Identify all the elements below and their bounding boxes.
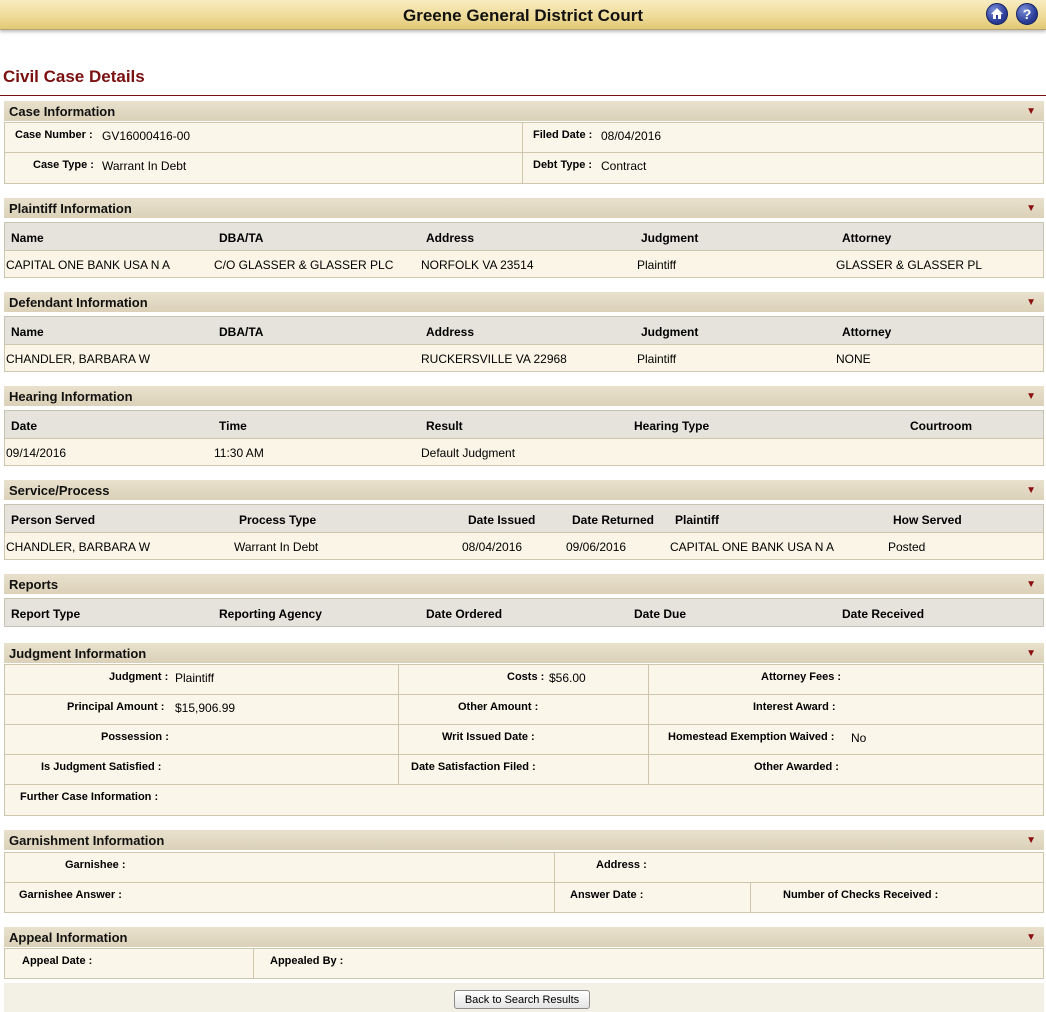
garnishee-answer-cell [5, 883, 555, 913]
table-row [4, 532, 1044, 560]
appeal-date-cell [5, 949, 254, 979]
column-header: Person Served [11, 513, 96, 527]
answer-date-cell [555, 883, 751, 913]
section-title: Garnishment Information [9, 833, 165, 848]
defendant-attorney: NONE [836, 352, 871, 366]
home-icon[interactable] [986, 3, 1008, 25]
column-header: Date Ordered [426, 607, 503, 621]
further-info-cell [5, 785, 1043, 815]
case-number-value: GV16000416-00 [102, 129, 191, 143]
case-number-cell [5, 123, 523, 153]
satisfied-cell [5, 755, 399, 785]
date-issued: 08/04/2016 [462, 540, 523, 554]
judgment-header[interactable] [4, 643, 1044, 663]
filed-date-value: 08/04/2016 [601, 129, 662, 143]
defendant-table-header [4, 316, 1044, 344]
principal-value: $15,906.99 [175, 701, 236, 715]
attorney-fees-label: Attorney Fees : [761, 671, 842, 683]
column-header: Name [11, 231, 44, 245]
help-icon[interactable]: ? [1016, 3, 1038, 25]
column-header: Judgment [641, 325, 699, 339]
defendant-name: CHANDLER, BARBARA W [6, 352, 151, 366]
checks-label: Number of Checks Received : [783, 889, 939, 901]
collapse-icon[interactable]: ▼ [1026, 579, 1036, 590]
judgment-value: Plaintiff [175, 671, 215, 685]
debt-type-value: Contract [601, 159, 647, 173]
garnishee-cell [5, 853, 555, 883]
column-header: DBA/TA [219, 325, 264, 339]
judgment-label: Judgment : [109, 671, 169, 683]
reports-table-header [4, 598, 1044, 627]
section-title: Defendant Information [9, 295, 148, 310]
person-served: CHANDLER, BARBARA W [6, 540, 151, 554]
interest-label: Interest Award : [753, 701, 836, 713]
hearing-header[interactable] [4, 386, 1044, 406]
column-header: Date Issued [468, 513, 536, 527]
other-awarded-label: Other Awarded : [754, 761, 839, 773]
section-title: Hearing Information [9, 389, 133, 404]
costs-cell [399, 665, 649, 695]
costs-label: Costs : [507, 671, 545, 683]
attorney-fees-cell [649, 665, 1043, 695]
column-header: Time [219, 419, 247, 433]
costs-value: $56.00 [549, 671, 586, 685]
service-header[interactable] [4, 480, 1044, 500]
collapse-icon[interactable]: ▼ [1026, 485, 1036, 496]
case-type-value: Warrant In Debt [102, 159, 187, 173]
section-title: Appeal Information [9, 930, 128, 945]
section-title: Reports [9, 577, 59, 592]
homestead-value: No [851, 731, 867, 745]
appeal-box [4, 948, 1044, 979]
collapse-icon[interactable]: ▼ [1026, 932, 1036, 943]
how-served: Posted [888, 540, 926, 554]
appeal-header[interactable] [4, 927, 1044, 947]
defendant-header[interactable] [4, 292, 1044, 312]
column-header: Report Type [11, 607, 81, 621]
section-title: Case Information [9, 104, 116, 119]
garnishee-answer-label: Garnishee Answer : [19, 889, 122, 901]
plaintiff-name: CAPITAL ONE BANK USA N A [6, 258, 171, 272]
plaintiff-judgment: Plaintiff [637, 258, 677, 272]
defendant-address: RUCKERSVILLE VA 22968 [421, 352, 567, 366]
other-awarded-cell [649, 755, 1043, 785]
further-label: Further Case Information : [20, 791, 159, 803]
title-divider [0, 95, 1046, 96]
collapse-icon[interactable]: ▼ [1026, 391, 1036, 402]
collapse-icon[interactable]: ▼ [1026, 203, 1036, 214]
garnishment-box [4, 852, 1044, 913]
interest-cell [649, 695, 1043, 725]
service-table-header [4, 504, 1044, 532]
collapse-icon[interactable]: ▼ [1026, 648, 1036, 659]
column-header: Attorney [842, 231, 892, 245]
column-header: Reporting Agency [219, 607, 322, 621]
possession-cell [5, 725, 399, 755]
column-header: Address [426, 231, 475, 245]
top-bar [0, 0, 1046, 30]
collapse-icon[interactable]: ▼ [1026, 835, 1036, 846]
answer-date-label: Answer Date : [570, 889, 644, 901]
filed-date-label: Filed Date : [533, 129, 593, 141]
case-number-label: Case Number : [15, 129, 93, 141]
other-amount-cell [399, 695, 649, 725]
hearing-result: Default Judgment [421, 446, 516, 460]
case-info-box [4, 122, 1044, 184]
hearing-table-header [4, 410, 1044, 438]
back-to-search-results-button[interactable]: Back to Search Results [454, 990, 590, 1009]
reports-header[interactable] [4, 574, 1044, 594]
writ-label: Writ Issued Date : [442, 731, 535, 743]
hearing-time: 11:30 AM [214, 446, 264, 460]
column-header: Date Due [634, 607, 687, 621]
debt-type-label: Debt Type : [533, 159, 593, 171]
homestead-cell [649, 725, 1043, 755]
filed-date-cell [523, 123, 1043, 153]
section-title: Judgment Information [9, 646, 147, 661]
section-title: Service/Process [9, 483, 110, 498]
table-row [4, 250, 1044, 278]
column-header: Date Received [842, 607, 925, 621]
plaintiff-table-header [4, 222, 1044, 250]
plaintiff-attorney: GLASSER & GLASSER PL [836, 258, 983, 272]
case-info-header[interactable] [4, 101, 1044, 121]
judgment-box [4, 664, 1044, 816]
column-header: Courtroom [910, 419, 972, 433]
appeal-date-label: Appeal Date : [22, 955, 93, 967]
satisfaction-filed-label: Date Satisfaction Filed : [411, 761, 536, 773]
garnishee-address-cell [555, 853, 1043, 883]
possession-label: Possession : [101, 731, 169, 743]
satisfied-label: Is Judgment Satisfied : [41, 761, 162, 773]
column-header: Date [11, 419, 38, 433]
appealed-by-label: Appealed By : [270, 955, 344, 967]
satisfaction-filed-cell [399, 755, 649, 785]
table-row [4, 344, 1044, 372]
principal-label: Principal Amount : [67, 701, 165, 713]
hearing-date: 09/14/2016 [6, 446, 67, 460]
service-plaintiff: CAPITAL ONE BANK USA N A [670, 540, 835, 554]
garnishee-address-label: Address : [596, 859, 647, 871]
homestead-label: Homestead Exemption Waived : [668, 731, 835, 743]
other-amount-label: Other Amount : [458, 701, 539, 713]
column-header: Result [426, 419, 463, 433]
date-returned: 09/06/2016 [566, 540, 627, 554]
page-title: Civil Case Details [3, 67, 145, 86]
garnishment-header[interactable] [4, 830, 1044, 850]
column-header: Attorney [842, 325, 892, 339]
table-row [4, 438, 1044, 466]
judgment-cell [5, 665, 399, 695]
writ-cell [399, 725, 649, 755]
column-header: Date Returned [572, 513, 655, 527]
column-header: DBA/TA [219, 231, 264, 245]
plaintiff-header[interactable] [4, 198, 1044, 218]
debt-type-cell [523, 153, 1043, 183]
column-header: Name [11, 325, 44, 339]
case-type-cell [5, 153, 523, 183]
principal-cell [5, 695, 399, 725]
column-header: Address [426, 325, 475, 339]
case-type-label: Case Type : [33, 159, 94, 171]
column-header: Plaintiff [675, 513, 719, 527]
column-header: How Served [893, 513, 962, 527]
collapse-icon[interactable]: ▼ [1026, 106, 1036, 117]
column-header: Hearing Type [634, 419, 710, 433]
process-type: Warrant In Debt [234, 540, 319, 554]
court-title: Greene General District Court [403, 6, 643, 25]
defendant-judgment: Plaintiff [637, 352, 677, 366]
plaintiff-address: NORFOLK VA 23514 [421, 258, 534, 272]
garnishee-label: Garnishee : [65, 859, 126, 871]
appealed-by-cell [254, 949, 1043, 979]
column-header: Process Type [239, 513, 317, 527]
section-title: Plaintiff Information [9, 201, 132, 216]
column-header: Judgment [641, 231, 699, 245]
plaintiff-dba: C/O GLASSER & GLASSER PLC [214, 258, 394, 272]
checks-cell [751, 883, 1043, 913]
collapse-icon[interactable]: ▼ [1026, 297, 1036, 308]
